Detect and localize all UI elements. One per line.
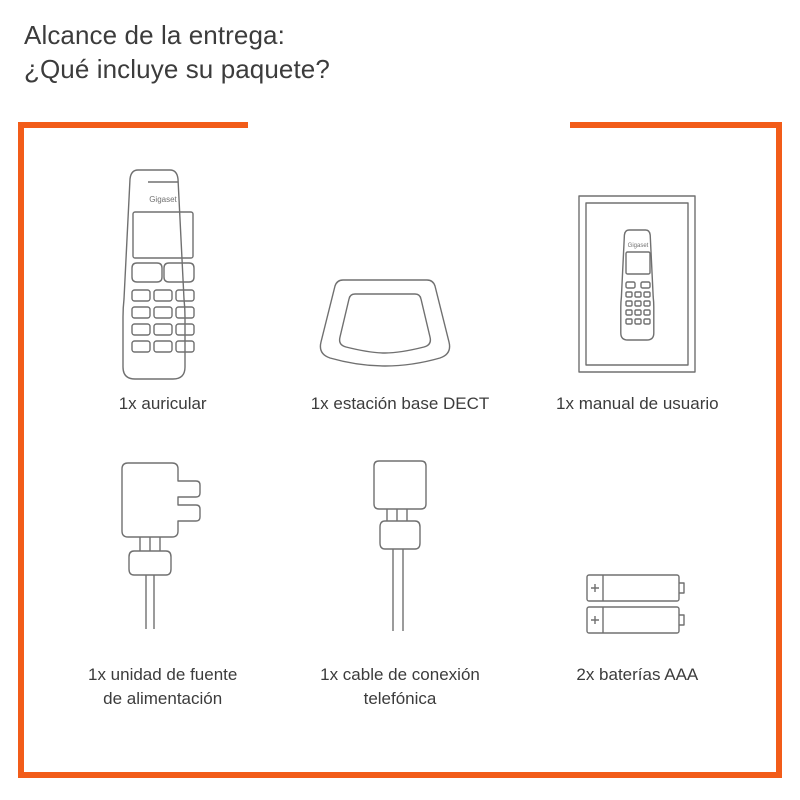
phone-connection-cable-icon <box>335 441 465 651</box>
package-contents-grid <box>18 122 782 778</box>
caption-line-1: 1x cable de conexión <box>320 665 480 684</box>
power-supply-unit-icon <box>88 441 238 651</box>
package-item-caption: 1x estación base DECT <box>310 394 490 413</box>
dect-base-station-icon <box>315 148 485 380</box>
package-item-handset <box>44 148 281 441</box>
package-item-user-manual <box>519 148 756 441</box>
package-item-phone-cable <box>281 441 518 734</box>
package-item-caption: 1x auricular <box>118 394 207 413</box>
cordless-handset-icon <box>108 148 218 380</box>
package-item-caption: 1x manual de usuario <box>556 394 719 413</box>
caption-line-2: de alimentación <box>103 689 223 708</box>
caption-line-1: 1x unidad de fuente <box>87 665 238 684</box>
handset-brand-label: Gigaset <box>148 195 177 204</box>
package-item-caption <box>88 663 237 711</box>
page-title <box>24 18 764 86</box>
user-manual-icon <box>567 148 707 380</box>
package-item-base-station <box>281 148 518 441</box>
aaa-batteries-icon <box>577 441 697 651</box>
manual-brand-label: Gigaset <box>627 243 649 249</box>
package-item-batteries <box>519 441 756 734</box>
page-title-line1: Alcance de la entrega: <box>24 20 285 50</box>
package-item-power-supply <box>44 441 281 734</box>
package-item-caption <box>320 663 480 711</box>
caption-line-2: telefónica <box>363 689 437 708</box>
page-title-line2: ¿Qué incluye su paquete? <box>24 54 330 84</box>
package-item-caption: 2x baterías AAA <box>576 665 699 684</box>
